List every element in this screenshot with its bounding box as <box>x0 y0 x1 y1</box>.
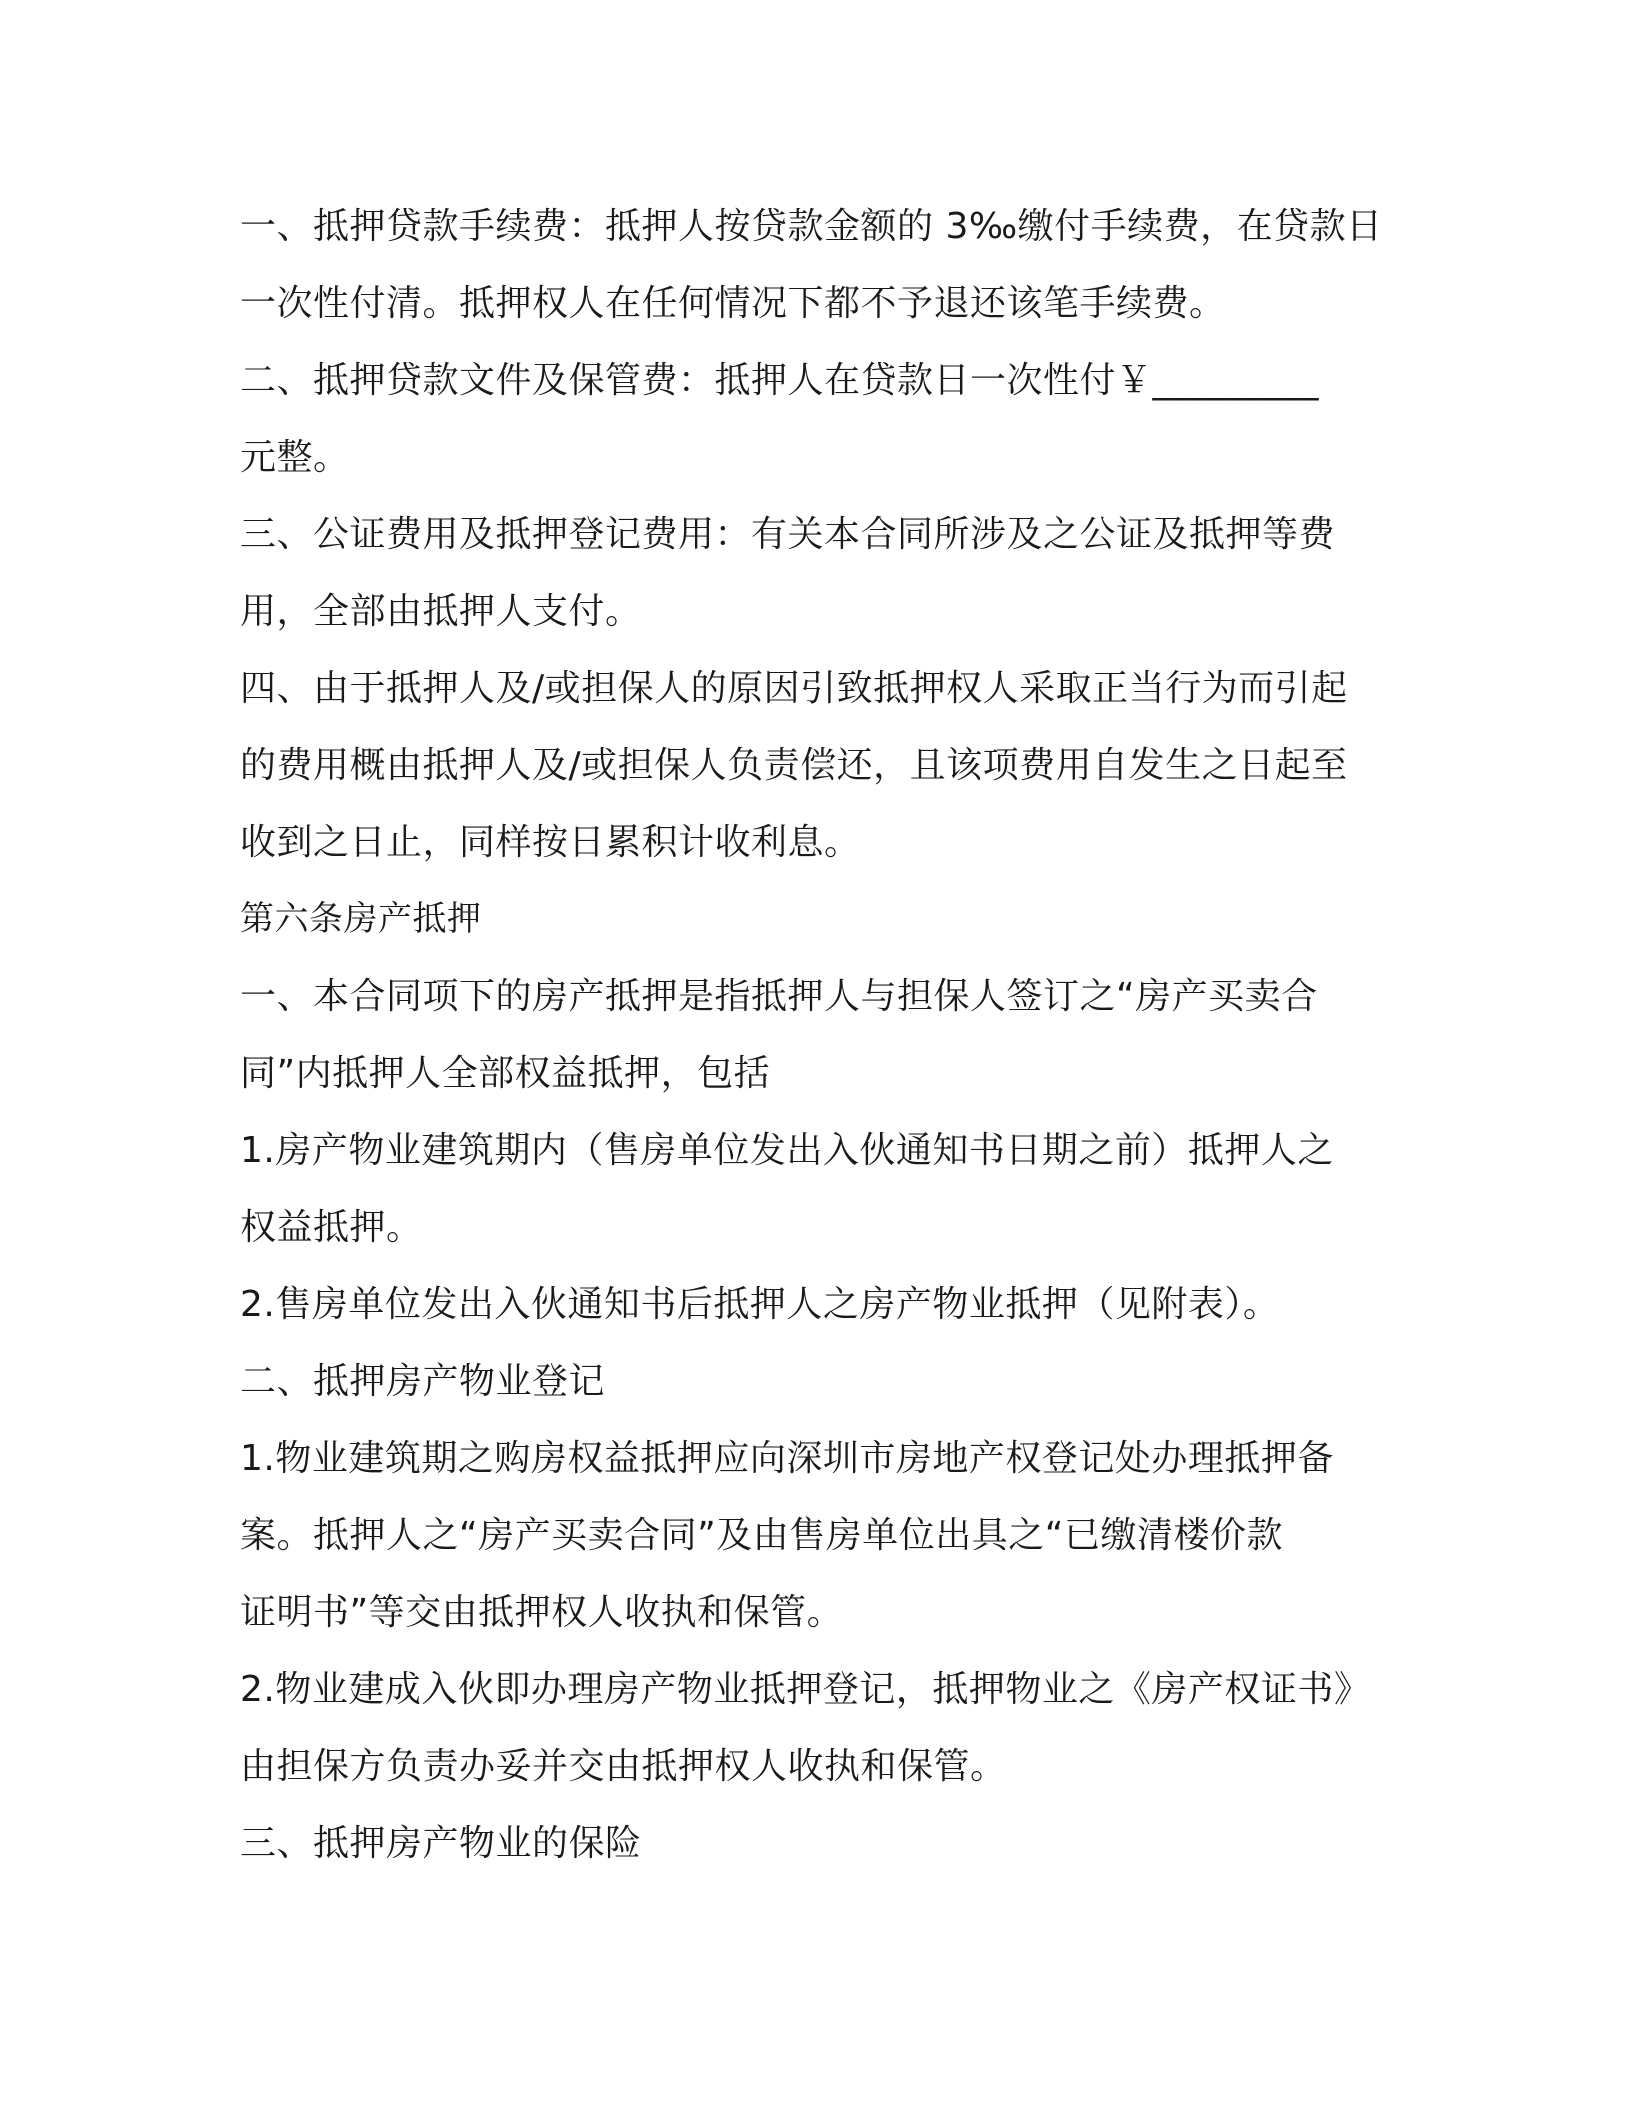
registration-item-2-line-2: 由担保方负责办妥并交由抵押权人收执和保管。 <box>240 1746 1007 1787</box>
fee-clause-3-line-2: 用，全部由抵押人支付。 <box>240 591 642 632</box>
mortgage-item-1-line-1: 1.房产物业建筑期内（售房单位发出入伙通知书日期之前）抵押人之 <box>240 1130 1334 1171</box>
fee-clause-2-line-1: 二、抵押贷款文件及保管费：抵押人在贷款日一次性付￥_________ <box>240 360 1320 401</box>
article-6-heading: 第六条房产抵押 <box>240 899 482 939</box>
registration-item-1-line-2: 案。抵押人之“房产买卖合同”及由售房单位出具之“已缴清楼价款 <box>240 1515 1283 1556</box>
document-body <box>240 188 1383 1882</box>
insurance-heading: 三、抵押房产物业的保险 <box>240 1823 642 1864</box>
fee-clause-1-line-2: 一次性付清。抵押权人在任何情况下都不予退还该笔手续费。 <box>240 283 1226 324</box>
mortgage-item-1-line-2: 权益抵押。 <box>240 1207 423 1248</box>
registration-item-1-line-3: 证明书”等交由抵押权人收执和保管。 <box>240 1592 844 1633</box>
mortgage-clause-1-line-2: 同”内抵押人全部权益抵押，包括 <box>240 1053 771 1094</box>
registration-heading: 二、抵押房产物业登记 <box>240 1361 606 1402</box>
mortgage-item-2: 2.售房单位发出入伙通知书后抵押人之房产物业抵押（见附表）。 <box>240 1284 1280 1325</box>
mortgage-clause-1-line-1: 一、本合同项下的房产抵押是指抵押人与担保人签订之“房产买卖合 <box>240 976 1318 1017</box>
registration-item-2-line-1: 2.物业建成入伙即办理房产物业抵押登记，抵押物业之《房产权证书》 <box>240 1669 1371 1710</box>
fee-clause-1-line-1: 一、抵押贷款手续费：抵押人按贷款金额的 3‰缴付手续费，在贷款日 <box>240 206 1383 247</box>
fee-clause-2-line-2: 元整。 <box>240 437 350 478</box>
fee-clause-3-line-1: 三、公证费用及抵押登记费用：有关本合同所涉及之公证及抵押等费 <box>240 514 1336 555</box>
registration-item-1-line-1: 1.物业建筑期之购房权益抵押应向深圳市房地产权登记处办理抵押备 <box>240 1438 1334 1479</box>
fee-clause-4-line-1: 四、由于抵押人及/或担保人的原因引致抵押权人采取正当行为而引起 <box>240 668 1348 709</box>
fee-clause-4-line-2: 的费用概由抵押人及/或担保人负责偿还，且该项费用自发生之日起至 <box>240 745 1348 786</box>
fee-clause-4-line-3: 收到之日止，同样按日累积计收利息。 <box>240 822 861 863</box>
